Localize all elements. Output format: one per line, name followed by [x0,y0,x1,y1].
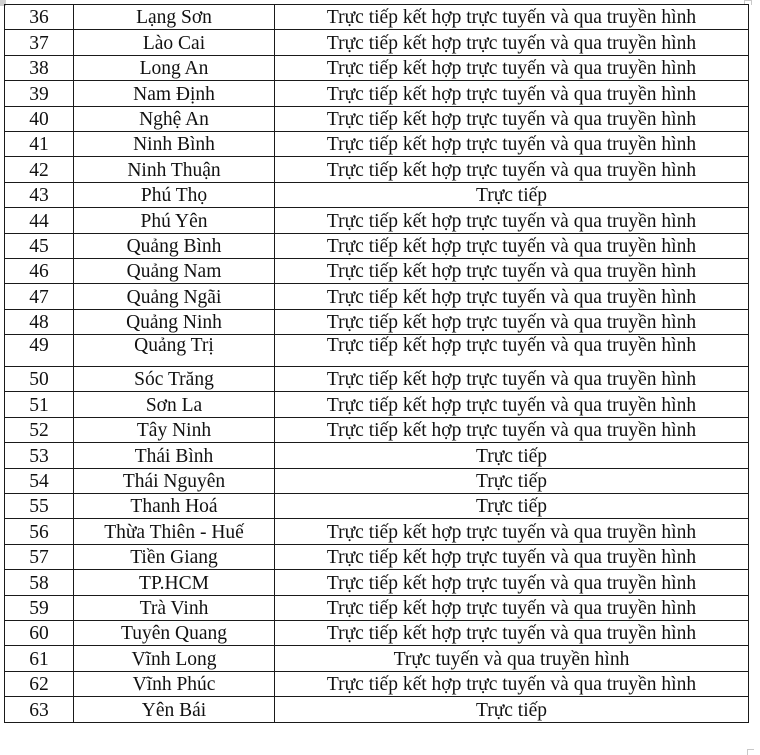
row-number-cell: 50 [5,367,74,392]
method-cell: Trực tiếp [275,443,749,468]
row-number-cell: 42 [5,157,74,182]
province-cell: Vĩnh Phúc [74,671,275,696]
table-row [5,595,749,620]
method-cell: Trực tiếp kết hợp trực tuyến và qua truyền hình [275,258,749,283]
table-row [5,81,749,106]
province-cell: Nam Định [74,81,275,106]
table-row [5,646,749,671]
method-cell: Trực tiếp kết hợp trực tuyến và qua truyền hình [275,309,749,334]
table-row [5,208,749,233]
row-number-cell: 54 [5,468,74,493]
method-cell: Trực tiếp kết hợp trực tuyến và qua truyền hình [275,519,749,544]
table-row [5,284,749,309]
row-number-cell: 38 [5,55,74,80]
table-row [5,519,749,544]
province-cell: Quảng Ninh [74,309,275,334]
province-cell: Lào Cai [74,30,275,55]
province-cell: Phú Yên [74,208,275,233]
table-row [5,106,749,131]
province-cell: Trà Vinh [74,595,275,620]
table-row [5,544,749,569]
table-row [5,309,749,334]
method-cell: Trực tiếp kết hợp trực tuyến và qua truyền hình [275,570,749,595]
province-cell: Ninh Thuận [74,157,275,182]
method-cell: Trực tiếp [275,494,749,519]
province-cell: Nghệ An [74,106,275,131]
method-cell: Trực tiếp kết hợp trực tuyến và qua truyền hình [275,106,749,131]
row-number-cell: 59 [5,595,74,620]
row-number-cell: 57 [5,544,74,569]
province-cell: Long An [74,55,275,80]
method-cell: Trực tiếp kết hợp trực tuyến và qua truyền hình [275,671,749,696]
province-cell: Vĩnh Long [74,646,275,671]
method-cell: Trực tiếp [275,697,749,722]
row-number-cell: 48 [5,309,74,334]
row-number-cell: 58 [5,570,74,595]
province-cell: Thanh Hoá [74,494,275,519]
method-cell: Trực tiếp kết hợp trực tuyến và qua truyền hình [275,620,749,645]
row-number-cell: 56 [5,519,74,544]
row-number-cell: 41 [5,131,74,156]
method-cell: Trực tiếp kết hợp trực tuyến và qua truyền hình [275,335,749,367]
province-cell: Sóc Trăng [74,367,275,392]
row-number-cell: 61 [5,646,74,671]
method-cell: Trực tiếp kết hợp trực tuyến và qua truyền hình [275,544,749,569]
row-number-cell: 37 [5,30,74,55]
table-row [5,157,749,182]
method-cell: Trực tiếp kết hợp trực tuyến và qua truyền hình [275,131,749,156]
row-number-cell: 43 [5,182,74,207]
row-number-cell: 47 [5,284,74,309]
method-cell: Trực tiếp kết hợp trực tuyến và qua truyền hình [275,157,749,182]
province-cell: Quảng Trị [74,335,275,367]
table-row [5,55,749,80]
row-number-cell: 44 [5,208,74,233]
province-cell: Quảng Ngãi [74,284,275,309]
row-number-cell: 45 [5,233,74,258]
table-row [5,620,749,645]
table-row [5,367,749,392]
province-cell: Ninh Bình [74,131,275,156]
table-row [5,417,749,442]
province-cell: Lạng Sơn [74,5,275,30]
method-cell: Trực tiếp kết hợp trực tuyến và qua truyền hình [275,55,749,80]
method-cell: Trực tiếp [275,468,749,493]
province-cell: Yên Bái [74,697,275,722]
row-number-cell: 62 [5,671,74,696]
table-row [5,468,749,493]
table-body [5,5,749,723]
province-cell: Quảng Nam [74,258,275,283]
province-cell: Tuyên Quang [74,620,275,645]
table-row [5,494,749,519]
table-row [5,131,749,156]
province-cell: Tây Ninh [74,417,275,442]
method-cell: Trực tiếp kết hợp trực tuyến và qua truyền hình [275,208,749,233]
method-cell: Trực tiếp kết hợp trực tuyến và qua truyền hình [275,284,749,309]
row-number-cell: 53 [5,443,74,468]
row-number-cell: 39 [5,81,74,106]
row-number-cell: 36 [5,5,74,30]
method-cell: Trực tiếp kết hợp trực tuyến và qua truyền hình [275,392,749,417]
method-cell: Trực tiếp kết hợp trực tuyến và qua truyền hình [275,595,749,620]
row-number-cell: 51 [5,392,74,417]
table-row [5,182,749,207]
province-method-table [4,4,749,723]
table-row [5,258,749,283]
table-row [5,233,749,258]
row-number-cell: 63 [5,697,74,722]
row-number-cell: 49 [5,335,74,367]
table-row [5,443,749,468]
province-cell: Tiền Giang [74,544,275,569]
row-number-cell: 52 [5,417,74,442]
province-cell: Sơn La [74,392,275,417]
table-row [5,335,749,367]
method-cell: Trực tiếp kết hợp trực tuyến và qua truyền hình [275,5,749,30]
table-row [5,671,749,696]
method-cell: Trực tiếp kết hợp trực tuyến và qua truyền hình [275,233,749,258]
row-number-cell: 40 [5,106,74,131]
method-cell: Trực tiếp [275,182,749,207]
row-number-cell: 46 [5,258,74,283]
province-cell: Thái Bình [74,443,275,468]
row-number-cell: 55 [5,494,74,519]
province-cell: Thái Nguyên [74,468,275,493]
province-cell: TP.HCM [74,570,275,595]
method-cell: Trực tuyến và qua truyền hình [275,646,749,671]
method-cell: Trực tiếp kết hợp trực tuyến và qua truyền hình [275,417,749,442]
row-number-cell: 60 [5,620,74,645]
method-cell: Trực tiếp kết hợp trực tuyến và qua truyền hình [275,367,749,392]
province-cell: Quảng Bình [74,233,275,258]
province-cell: Thừa Thiên - Huế [74,519,275,544]
table-row [5,30,749,55]
method-cell: Trực tiếp kết hợp trực tuyến và qua truyền hình [275,30,749,55]
table-row [5,5,749,30]
province-cell: Phú Thọ [74,182,275,207]
selection-handle-bottom-right [747,749,754,755]
table-row [5,570,749,595]
table-row [5,392,749,417]
table-row [5,697,749,722]
method-cell: Trực tiếp kết hợp trực tuyến và qua truyền hình [275,81,749,106]
